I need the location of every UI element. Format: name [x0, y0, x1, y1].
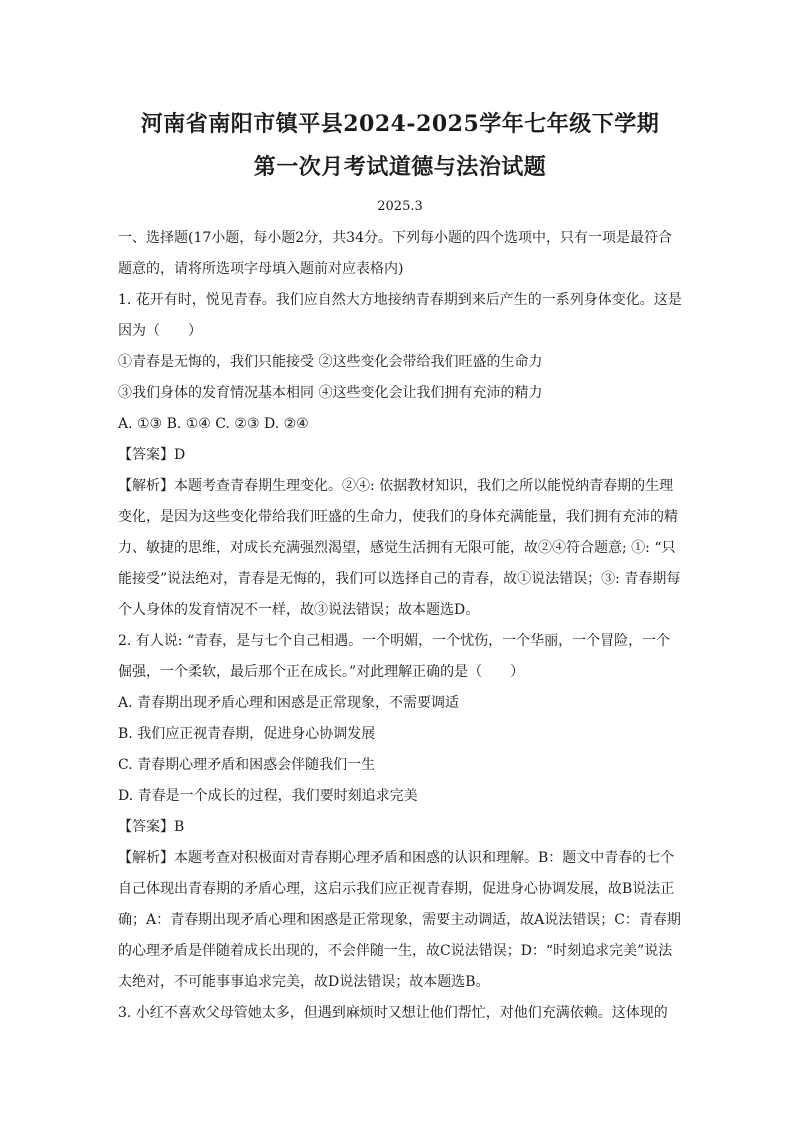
- q1-analysis: [118, 471, 682, 626]
- q1-choices: A. ①③ B. ①④ C. ②③ D. ②④: [118, 416, 309, 432]
- q1-answer: 【答案】D: [118, 447, 186, 463]
- q2-analysis: [118, 843, 682, 998]
- q2-option-d: D. 青春是一个成长的过程，我们要时刻追求完美: [118, 788, 418, 804]
- q2-option-c: C. 青春期心理矛盾和困惑会伴随我们一生: [118, 757, 376, 773]
- q3-stem: 3. 小红不喜欢父母管她太多，但遇到麻烦时又想让他们帮忙，对他们充满依赖。这体现的: [118, 1005, 668, 1021]
- section-intro: 一、选择题(17小题，每小题2分，共34分。下列每小题的四个选项中，只有一项是最符合题意的，请将所选项字母填入题前对应表格内): [118, 230, 672, 277]
- q1-analysis-tag: 【解析】: [118, 478, 174, 494]
- q2-analysis-tag: 【解析】: [118, 850, 174, 866]
- q2-analysis-text: 本题考查对积极面对青春期心理矛盾和困惑的认识和理解。B：题文中青春的七个自己体现出青春期的矛盾心理，这启示我们应正视青春期，促进身心协调发展，故B说法正确；A：青春期出现矛盾心理和困惑是正常现象，需要主动调适，故A说法错误；C：青春期的心理矛盾是伴随着成长出现的，不会伴随一生，故C说法错误；D：“时刻追求完美”说法太绝对，不可能事事追求完美，故D说法错误；故本题选B。: [118, 850, 681, 990]
- doc-title-line1: 河南省南阳市镇平县2024-2025学年七年级下学期: [140, 111, 660, 137]
- q1-options-line1: ①青春是无悔的，我们只能接受 ②这些变化会带给我们旺盛的生命力: [118, 354, 543, 370]
- q2-option-a: A. 青春期出现矛盾心理和困惑是正常现象，不需要调适: [118, 695, 460, 711]
- q1-analysis-text: 本题考查青春期生理变化。②④: 依据教材知识，我们之所以能悦纳青春期的生理变化，是因为这些变化带给我们旺盛的生命力，使我们的身体充满能量，我们拥有充沛的精力、敏捷的思维，对成长充满强烈渴望，感觉生活拥有无限可能，故②④符合题意; ①: “只能接受”说法绝对，青春是无悔的，我们可以选择自己的青春，故①说法错误；③: 青春期每个人身体的发育情况不一样，故③说法错误；故本题选D。: [118, 478, 681, 618]
- q2-stem: 2. 有人说: “青春，是与七个自己相遇。一个明媚，一个忧伤，一个华丽，一个冒险，一个倔强，一个柔软，最后那个正在成长。”对此理解正确的是（ ）: [118, 633, 671, 680]
- q1-options-line2: ③我们身体的发育情况基本相同 ④这些变化会让我们拥有充沛的精力: [118, 385, 543, 401]
- doc-title-line2: 第一次月考试道德与法治试题: [253, 154, 547, 180]
- q1-stem: 1. 花开有时，悦见青春。我们应自然大方地接纳青春期到来后产生的一系列身体变化。这是因为（ ）: [118, 292, 682, 339]
- doc-date: 2025.3: [377, 199, 423, 214]
- q2-option-b: B. 我们应正视青春期，促进身心协调发展: [118, 726, 376, 742]
- q2-answer: 【答案】B: [118, 819, 185, 835]
